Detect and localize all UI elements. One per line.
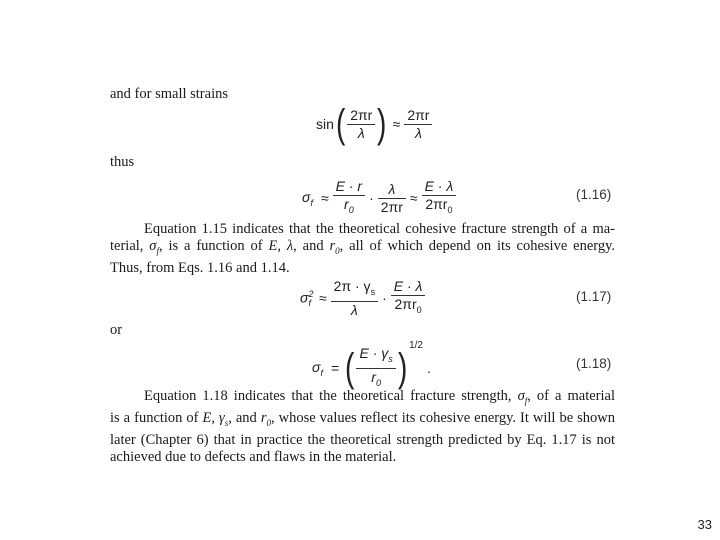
fraction-Elambda-2pir0 <box>391 278 426 319</box>
denominator: $r_0$ <box>371 368 381 388</box>
paragraph-2-line-1: Equation 1.18 indicates that the theoretical fracture strength, $\sigma_f$, of a material <box>144 388 615 406</box>
paren-open: ( <box>345 346 355 391</box>
equation-number-1-17: (1.17) <box>576 289 612 304</box>
paragraph-1-line-3: Thus, from Eqs. 1.16 and 1.14. <box>110 259 290 276</box>
numerator: E · λ <box>422 178 457 196</box>
approx-sign: ≈ <box>392 116 401 132</box>
sigma-f-squared: $\sigma^2_f$ <box>300 288 314 309</box>
paren-open: ( <box>335 102 346 146</box>
equation-number-1-18: (1.18) <box>576 356 612 371</box>
dot-operator: · <box>369 190 374 207</box>
approx-sign: ≈ <box>320 190 329 207</box>
numerator: E · λ <box>391 278 426 296</box>
period: . <box>427 360 431 377</box>
sigma-f: $\sigma_f$ <box>312 358 323 378</box>
sigma-f: $\sigma_f$ <box>302 189 313 208</box>
paragraph-1 <box>110 221 615 277</box>
fraction-2pigamma-lambda <box>331 278 378 319</box>
exponent-half: 1/2 <box>409 340 423 351</box>
sin-label: sin <box>316 116 334 132</box>
denominator: $2\pi r_0$ <box>425 196 453 215</box>
equation-sin-approx <box>312 104 432 144</box>
numerator: 2πr <box>347 107 375 125</box>
numerator: $E \cdot \gamma_s$ <box>356 345 395 369</box>
sigma-f-inline: $\sigma_f$ <box>517 388 528 406</box>
text-or: or <box>110 322 123 338</box>
paren-close: ) <box>397 346 408 391</box>
denominator: $r_0$ <box>344 196 354 215</box>
page-number: 33 <box>697 517 712 532</box>
fraction-2pir-lambda <box>347 107 375 142</box>
fraction-2pir-lambda-rhs <box>404 107 432 142</box>
denominator: 2πr <box>380 198 403 215</box>
paragraph-2-line-2: is a function of E, $\gamma_s$, and $r_0$, whose values reflect its cohesive energy. It will be shown <box>110 409 615 428</box>
approx-sign: ≈ <box>318 290 327 307</box>
equation-1-16 <box>302 178 456 219</box>
fraction-Egamma-r0 <box>356 345 395 392</box>
denominator: λ <box>414 124 422 141</box>
denominator: $2\pi r_0$ <box>394 296 422 315</box>
equals-sign: = <box>330 360 340 377</box>
equation-1-17 <box>300 278 425 319</box>
text-small-strains: and for small strains <box>110 86 228 102</box>
numerator: λ <box>378 181 406 199</box>
dot-operator: · <box>382 290 387 307</box>
paragraph-2-line-3: later (Chapter 6) that in practice the theoretical strength predicted by Eq. 1.17 is not <box>110 431 615 448</box>
denominator: λ <box>350 301 358 318</box>
paragraph-2 <box>110 388 615 466</box>
fraction-Er-r0 <box>333 178 365 219</box>
denominator: λ <box>357 124 365 141</box>
fraction-Elambda-2pir0 <box>422 178 457 219</box>
numerator: 2πr <box>404 107 432 125</box>
numerator: $2\pi \cdot \gamma_s$ <box>331 278 378 302</box>
numerator: E · r <box>333 178 365 196</box>
paragraph-1-line-2: terial, $\sigma_f$, is a function of E, λ, and $r_0$, all of which depend on its cohesive energy. <box>110 238 616 256</box>
approx-sign: ≈ <box>409 190 418 207</box>
equation-1-18 <box>312 340 435 392</box>
paragraph-1-line-1: Equation 1.15 indicates that the theoretical cohesive fracture strength of a ma- <box>144 221 615 237</box>
text-thus: thus <box>110 154 135 170</box>
paragraph-2-line-4: achieved due to defects and flaws in the material. <box>110 448 397 465</box>
paren-close: ) <box>377 102 387 146</box>
sigma-f-inline: $\sigma_f$ <box>149 238 159 256</box>
fraction-lambda-2pir <box>378 181 406 216</box>
equation-number-1-16: (1.16) <box>576 187 612 202</box>
